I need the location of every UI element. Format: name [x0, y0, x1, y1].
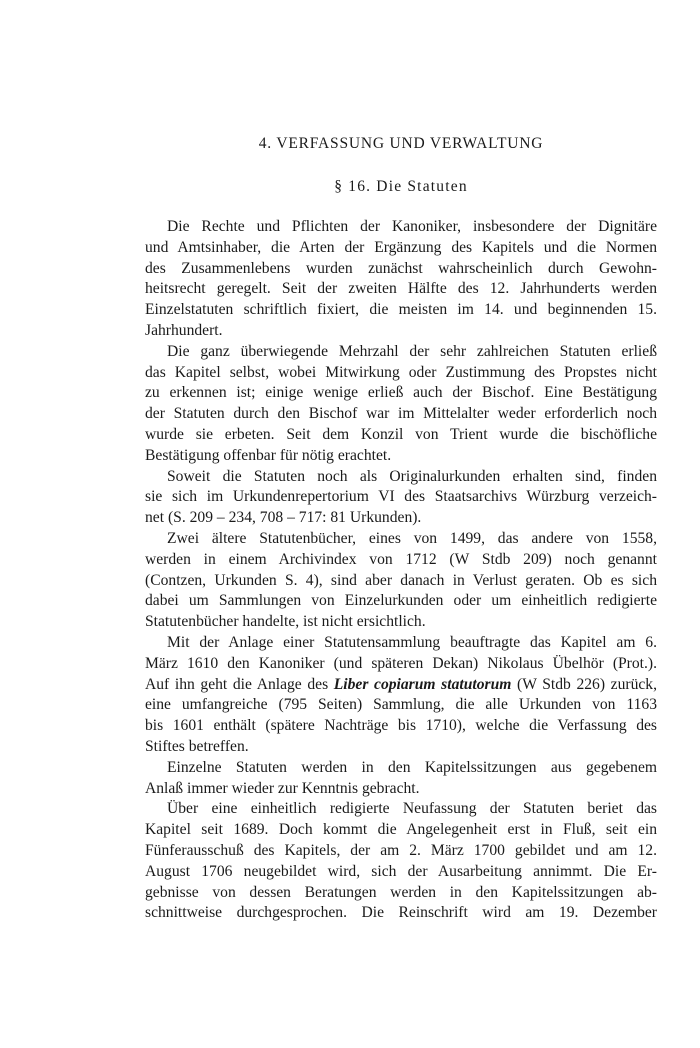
- book-title: Liber copiarum statutorum: [333, 675, 512, 693]
- text-line: Kapitel seit 1689. Doch kommt die Angelegenheit erst in Fluß, seit ein: [145, 821, 657, 839]
- text-line: heitsrecht geregelt. Seit der zweiten Hälfte des 12. Jahrhunderts werden: [145, 280, 657, 298]
- text-line: werden in einem Archivindex von 1712 (W Stdb 209) noch genannt: [145, 550, 657, 568]
- text-line: bis 1601 enthält (spätere Nachträge bis 1710), welche die Verfassung des: [145, 717, 657, 735]
- text-line: dabei um Sammlungen von Einzelurkunden oder um einheitlich redigierte: [145, 592, 657, 610]
- text-line: Einzelne Statuten werden in den Kapitelssitzungen aus gegebenem: [167, 758, 657, 776]
- text-line: Statutenbücher handelte, ist nicht ersichtlich.: [145, 613, 426, 631]
- text-line: Einzelstatuten schriftlich fixiert, die meisten im 14. und beginnenden 15.: [145, 301, 657, 319]
- text-run: (W Stdb 226) zurück,: [511, 675, 657, 693]
- text-line: Über eine einheitlich redigierte Neufassung der Statuten beriet das: [167, 800, 657, 818]
- text-run: Auf ihn geht die Anlage des: [145, 675, 334, 693]
- text-line: eine umfangreiche (795 Seiten) Sammlung, die alle Urkunden von 1163: [145, 696, 657, 714]
- paragraph: [145, 217, 657, 342]
- text-line: Mit der Anlage einer Statutensammlung beauftragte das Kapitel am 6.: [167, 633, 657, 651]
- text-line: März 1610 den Kanoniker (und späteren Dekan) Nikolaus Übelhör (Prot.).: [145, 654, 657, 672]
- text-line: Fünferausschuß des Kapitels, der am 2. März 1700 gebildet und am 12.: [145, 841, 657, 859]
- paragraph: [145, 799, 657, 924]
- text-line: Die Rechte und Pflichten der Kanoniker, insbesondere der Dignitäre: [167, 218, 657, 235]
- text-line: schnittweise durchgesprochen. Die Reinschrift wird am 19. Dezember: [145, 904, 657, 922]
- text-line: [145, 675, 657, 696]
- text-line: Stiftes betreffen.: [145, 737, 249, 755]
- text-line: Zwei ältere Statutenbücher, eines von 1499, das andere von 1558,: [167, 529, 657, 547]
- text-line: zu erkennen ist; einige wenige erließ auch der Bischof. Eine Bestätigung: [145, 384, 657, 402]
- paragraph: [145, 342, 657, 467]
- text-line: (Contzen, Urkunden S. 4), sind aber danach in Verlust geraten. Ob es sich: [145, 571, 657, 589]
- section-title: § 16. Die Statuten: [334, 178, 468, 195]
- text-line: des Zusammenlebens wurden zunächst wahrscheinlich durch Gewohn-: [145, 259, 657, 277]
- text-line: Die ganz überwiegende Mehrzahl der sehr zahlreichen Statuten erließ: [167, 342, 657, 360]
- chapter-title: 4. VERFASSUNG UND VERWALTUNG: [258, 135, 544, 152]
- text-line: net (S. 209 – 234, 708 – 717: 81 Urkunden).: [145, 509, 422, 527]
- text-line: das Kapitel selbst, wobei Mitwirkung oder Zustimmung des Propstes nicht: [145, 363, 657, 381]
- text-line: Soweit die Statuten noch als Originalurkunden erhalten sind, finden: [167, 467, 657, 485]
- text-line: der Statuten durch den Bischof war im Mittelalter weder erforderlich noch: [145, 405, 657, 423]
- paragraph: [145, 758, 657, 800]
- text-line: und Amtsinhaber, die Arten der Ergänzung des Kapitels und die Normen: [145, 238, 657, 256]
- paragraph: [145, 467, 657, 529]
- text-line: sie sich im Urkundenrepertorium VI des Staatsarchivs Würzburg verzeich-: [145, 488, 657, 506]
- text-line: Anlaß immer wieder zur Kenntnis gebracht.: [145, 779, 420, 797]
- text-line: August 1706 neugebildet wird, sich der Ausarbeitung annimmt. Die Er-: [145, 862, 657, 880]
- body-text: [145, 217, 657, 924]
- text-line: gebnisse von dessen Beratungen werden in den Kapitelssitzungen ab-: [145, 883, 657, 901]
- text-line: wurde sie erbeten. Seit dem Konzil von Trient wurde die bischöfliche: [145, 425, 657, 443]
- paragraph: [145, 633, 657, 758]
- text-line: Jahrhundert.: [145, 321, 223, 339]
- paragraph: [145, 529, 657, 633]
- text-line: Bestätigung offenbar für nötig erachtet.: [145, 446, 392, 464]
